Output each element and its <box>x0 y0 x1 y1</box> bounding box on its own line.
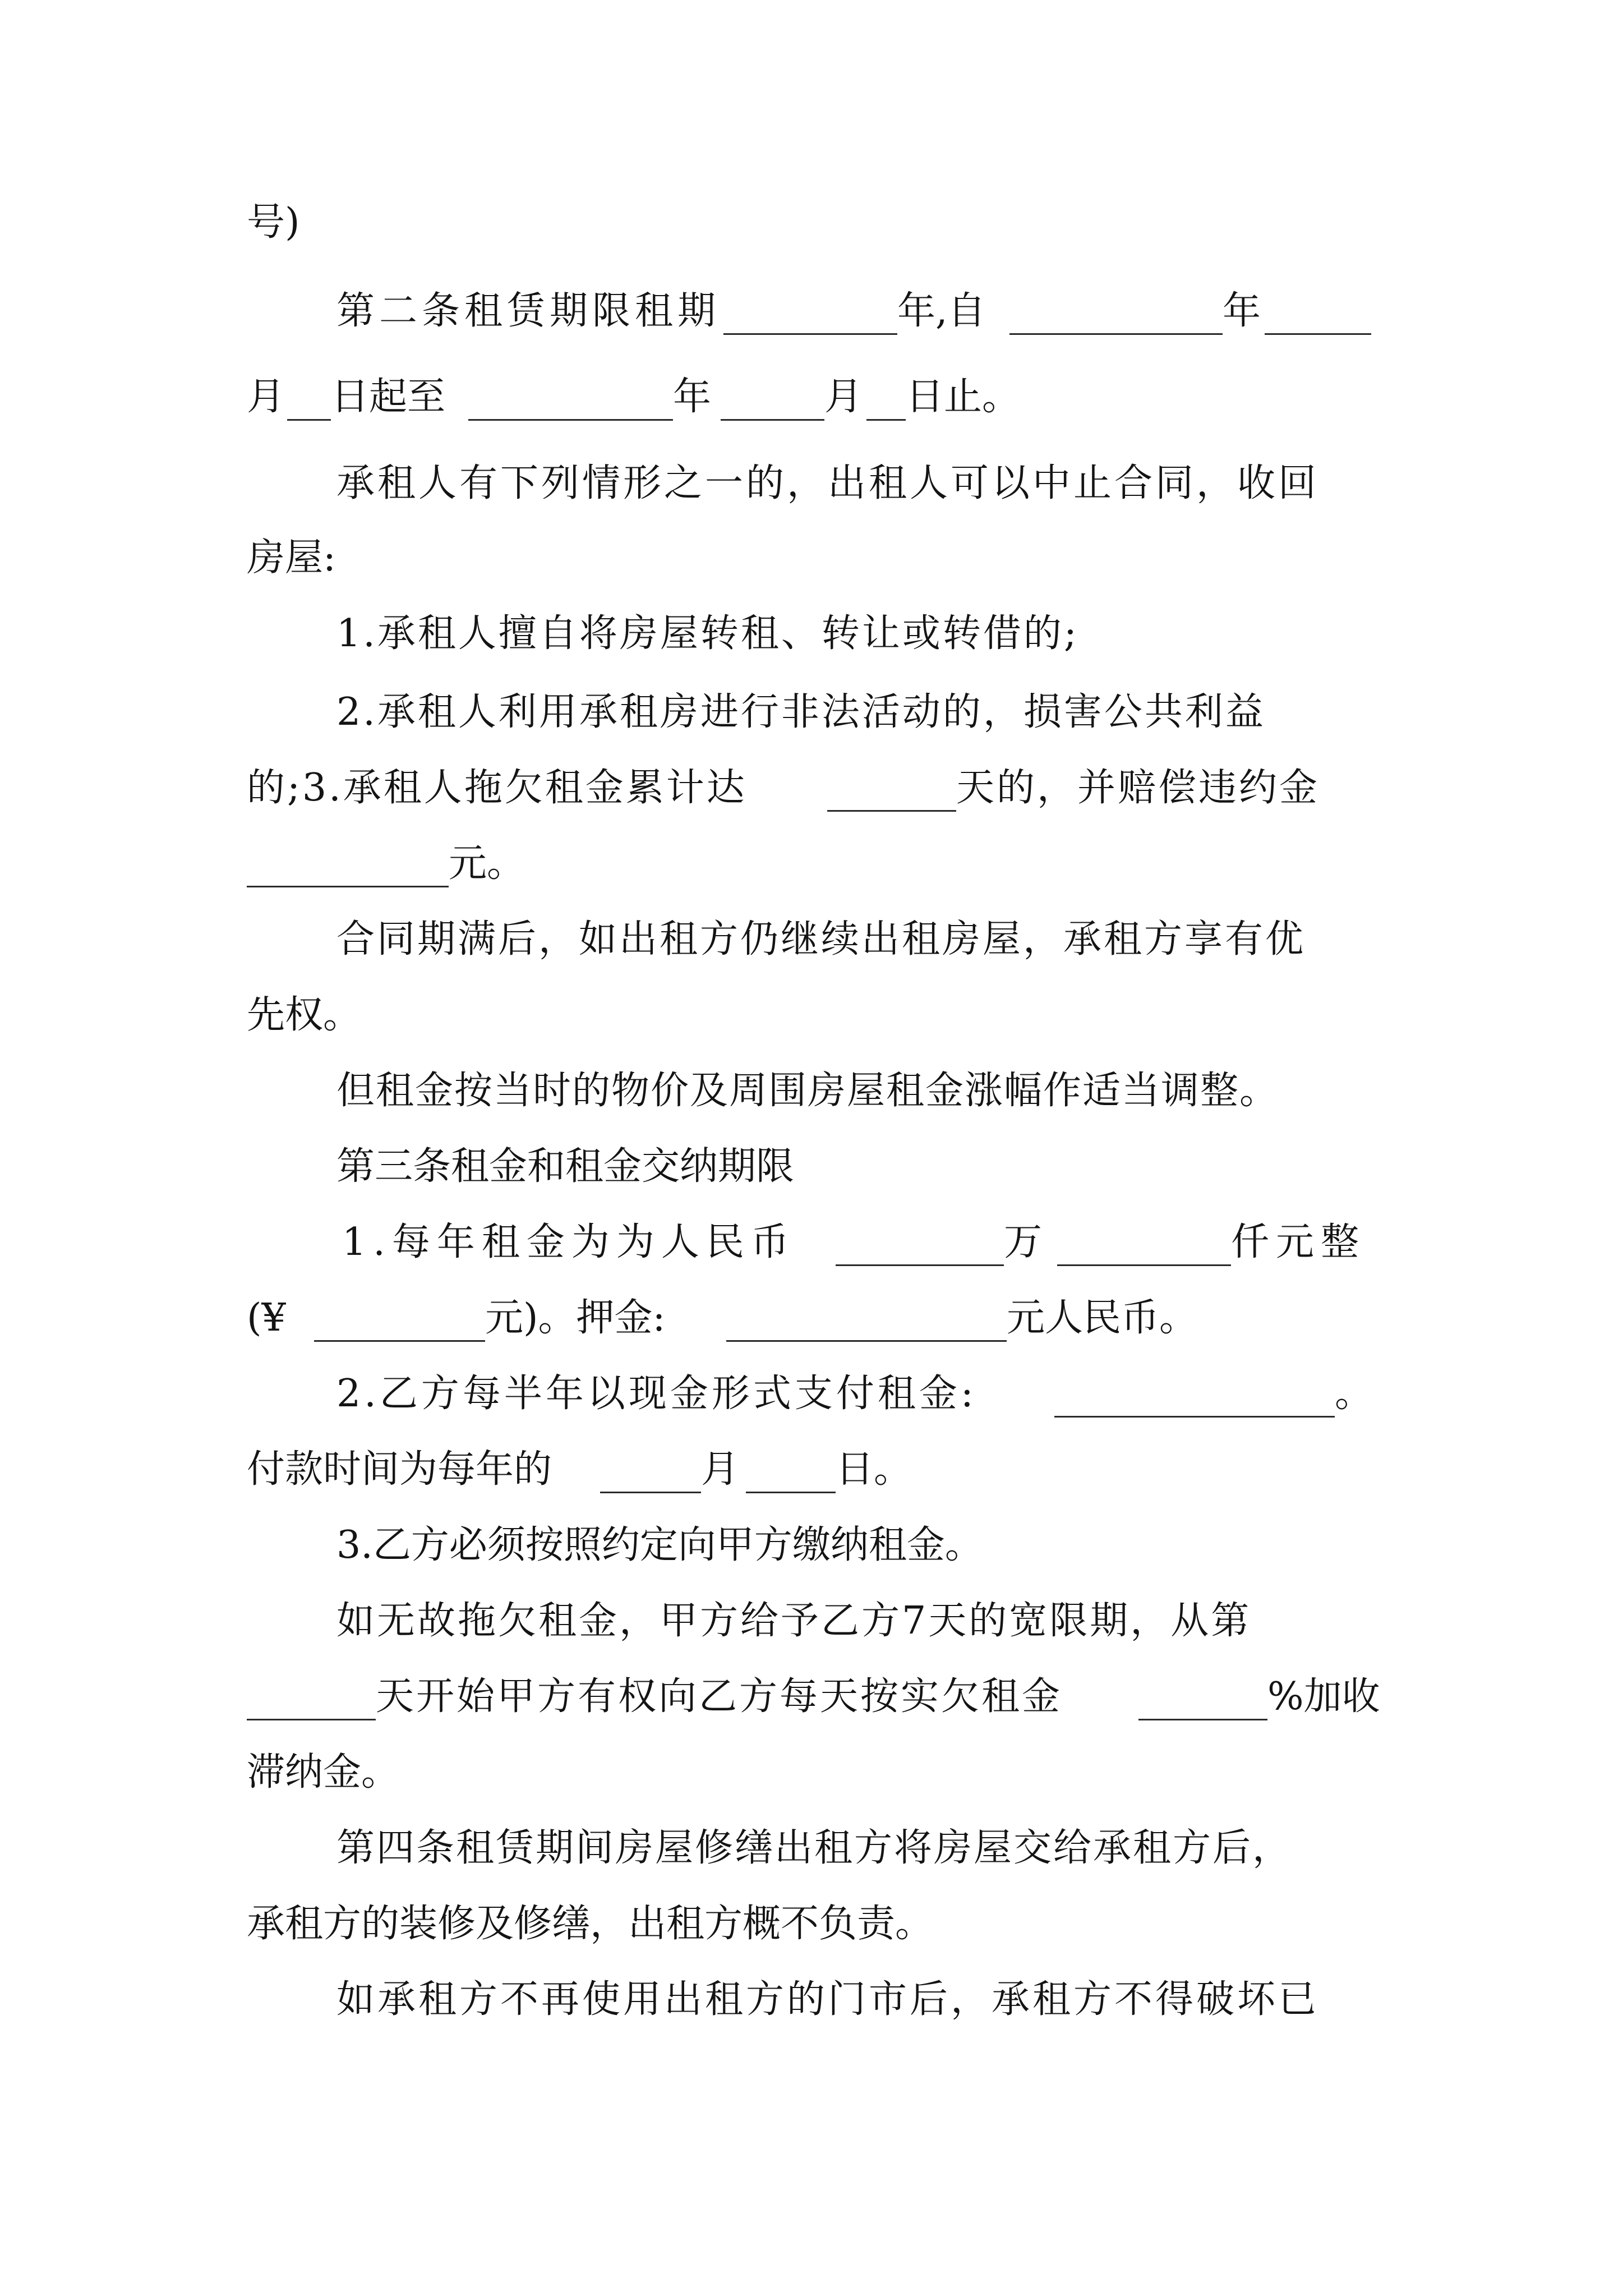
text-segment: 天的，并赔偿违约金 <box>956 766 1320 810</box>
text-segment: 月 <box>824 375 863 419</box>
text-line <box>247 195 300 251</box>
text-segment: 如无故拖欠租金，甲方给予乙方7天的宽限期，从第 <box>336 1599 1252 1643</box>
text-line <box>336 1139 794 1195</box>
text-segment: 3.乙方必须按照约定向甲方缴纳租金。 <box>336 1523 983 1567</box>
text-segment: 万 <box>1004 1220 1043 1264</box>
text-segment: 1.承租人擅自将房屋转租、转让或转借的; <box>336 611 1079 656</box>
text-line <box>336 1517 983 1573</box>
text-segment: 第二条租赁期限租期 <box>336 289 721 333</box>
text-segment: 但租金按当时的物价及周围房屋租金涨幅作适当调整。 <box>336 1069 1279 1113</box>
text-line <box>247 530 336 586</box>
text-line <box>342 1214 1366 1271</box>
text-segment: 付款时间为每年的 <box>247 1447 552 1492</box>
blank-field <box>1265 283 1371 335</box>
text-segment: 年 <box>1223 289 1261 333</box>
text-segment: 。 <box>1335 1372 1373 1416</box>
blank-field <box>827 760 956 812</box>
text-segment: 第三条租金和租金交纳期限 <box>336 1144 795 1189</box>
text-segment: 元人民币。 <box>1007 1296 1198 1340</box>
blank-field <box>287 369 331 421</box>
text-line <box>247 1896 933 1952</box>
text-segment: 承租方的装修及修缮，出租方概不负责。 <box>247 1902 934 1946</box>
blank-field <box>1009 283 1223 335</box>
text-segment: 承租人有下列情形之一的，出租人可以中止合同，收回 <box>336 461 1320 505</box>
blank-field <box>1057 1214 1231 1266</box>
text-segment: 日。 <box>836 1447 912 1492</box>
text-segment: 日起至 <box>331 375 446 419</box>
blank-field <box>600 1442 701 1493</box>
blank-field <box>866 369 906 421</box>
text-segment: (¥ <box>247 1296 286 1340</box>
text-line <box>336 1593 1251 1649</box>
blank-field <box>721 369 824 421</box>
blank-field <box>247 1669 376 1720</box>
text-segment: 房屋: <box>247 536 336 580</box>
blank-field <box>746 1442 836 1493</box>
text-line <box>247 1442 912 1498</box>
text-segment: 元)。押金: <box>485 1296 666 1340</box>
text-line <box>247 836 525 892</box>
text-line <box>247 1745 399 1801</box>
text-segment: 月 <box>701 1447 740 1492</box>
blank-field <box>314 1290 485 1342</box>
text-line <box>336 1972 1319 2028</box>
text-segment: 2.承租人利用承租房进行非法活动的，损害公共利益 <box>336 690 1266 734</box>
text-segment: %加收 <box>1267 1674 1380 1719</box>
text-line <box>336 684 1266 740</box>
blank-field <box>726 1290 1007 1342</box>
text-line <box>247 1290 1197 1346</box>
text-segment: 合同期满后，如出租方仍继续出租房屋，承租方享有优 <box>336 917 1306 961</box>
text-segment: 如承租方不再使用出租方的门市后，承租方不得破坏已 <box>336 1977 1320 2022</box>
text-line <box>336 606 1079 662</box>
text-segment: 先权。 <box>247 993 362 1037</box>
blank-field <box>1138 1669 1267 1720</box>
text-line <box>247 760 1320 816</box>
blank-field <box>468 369 673 421</box>
text-line <box>336 455 1319 512</box>
text-segment: 年,自 <box>897 289 986 333</box>
text-line <box>336 1366 1373 1422</box>
text-segment: 1.每年租金为为人民币 <box>342 1220 796 1264</box>
text-line <box>336 1820 1292 1876</box>
text-segment: 2.乙方每半年以现金形式支付租金: <box>336 1372 977 1416</box>
text-segment: 第四条租赁期间房屋修缮出租方将房屋交给承租方后， <box>336 1826 1293 1870</box>
text-segment: 滞纳金。 <box>247 1750 400 1795</box>
blank-field <box>723 283 897 335</box>
blank-field <box>1054 1366 1335 1418</box>
text-segment: 天开始甲方有权向乙方每天按实欠租金 <box>376 1674 1063 1719</box>
text-line <box>336 1063 1279 1119</box>
blank-field <box>247 836 449 887</box>
blank-field <box>836 1214 1004 1266</box>
text-segment: 日止。 <box>906 375 1021 419</box>
text-segment: 号) <box>247 200 300 245</box>
text-line <box>247 987 361 1043</box>
text-segment: 年 <box>673 375 712 419</box>
text-segment: 的;3.承租人拖欠租金累计达 <box>247 766 747 810</box>
text-line <box>336 912 1306 968</box>
text-segment: 仟元整 <box>1231 1220 1366 1264</box>
text-line <box>336 283 1371 339</box>
text-line <box>247 1669 1380 1725</box>
text-segment: 元。 <box>449 841 525 886</box>
text-segment: 月 <box>247 375 285 419</box>
text-line <box>247 369 1020 425</box>
